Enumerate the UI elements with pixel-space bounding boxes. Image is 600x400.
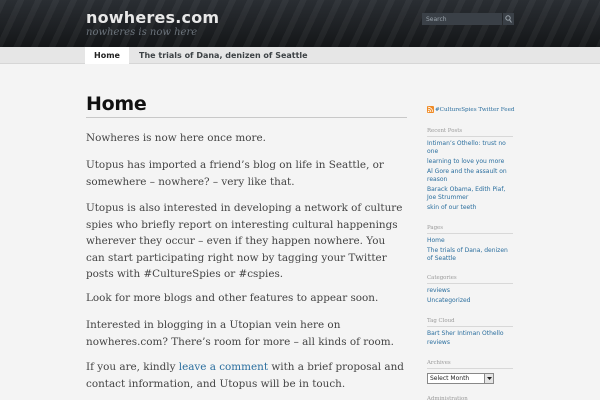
chevron-down-icon <box>484 374 493 383</box>
categories-divider <box>427 283 513 284</box>
nav-item-home[interactable]: Home <box>85 47 129 64</box>
content-area <box>0 65 600 400</box>
paragraph-1: Nowheres is now here once more. <box>86 132 266 144</box>
site-description: nowheres is now here <box>86 27 198 38</box>
paragraph-3: Utopus is also interested in developing a network of culture spies who briefly report on interesting cultural happenings wherever they occur – even if they happen nowhere. You can start participating right now by tagging your Twitter posts with #CultureSpies or #cspies. <box>86 202 403 280</box>
page-link-home[interactable]: Home <box>427 237 445 244</box>
nav-item-trials-of-dana[interactable]: The trials of Dana, denizen of Seattle <box>139 51 308 60</box>
page-title: Home <box>86 93 147 115</box>
category-link[interactable]: reviews <box>427 287 450 294</box>
twitter-feed-link[interactable]: #CultureSpies Twitter Feed <box>435 107 515 113</box>
pages-divider <box>427 233 513 234</box>
rss-glyph-icon <box>427 106 434 113</box>
tag-link[interactable]: reviews <box>427 339 450 346</box>
paragraph-5: Interested in blogging in a Utopian vein here on nowheres.com? There’s room for more – all kinds of room. <box>86 319 394 348</box>
rss-icon[interactable] <box>427 106 434 113</box>
archives-select-value: Select Month <box>430 375 470 382</box>
tag-link[interactable]: Bart Sher Intiman Othello <box>427 330 504 337</box>
recent-posts-heading: Recent Posts <box>427 128 463 134</box>
main-nav <box>0 47 600 64</box>
recent-post-link[interactable]: Barack Obama, Edith Piaf, Joe Strummer <box>427 186 506 201</box>
search-button[interactable] <box>503 13 514 25</box>
category-link[interactable]: Uncategorized <box>427 297 471 304</box>
paragraph-6-end: with a brief proposal and contact information, and Utopus will be in touch. <box>86 361 404 390</box>
tag-cloud-divider <box>427 326 513 327</box>
site-header <box>0 0 600 47</box>
page-link-trials-of-dana[interactable]: The trials of Dana, denizen of Seattle <box>427 247 508 262</box>
recent-posts-divider <box>427 136 513 137</box>
paragraph-2: Utopus has imported a friend’s blog on life in Seattle, or somewhere – nowhere? – very like that. <box>86 159 384 188</box>
paragraph-6 <box>86 359 404 392</box>
archives-heading: Archives <box>427 360 451 366</box>
search-input[interactable] <box>422 13 502 25</box>
categories-heading: Categories <box>427 275 457 281</box>
paragraph-4: Look for more blogs and other features to appear soon. <box>86 292 379 304</box>
site-title[interactable]: nowheres.com <box>86 8 220 27</box>
recent-post-link[interactable]: skin of our teeth <box>427 204 477 211</box>
administration-heading: Administration <box>427 396 468 400</box>
title-divider <box>86 117 407 118</box>
search-form <box>422 13 513 25</box>
search-icon <box>505 15 512 23</box>
pages-heading: Pages <box>427 225 444 231</box>
recent-post-link[interactable]: Intiman’s Othello: trust no one <box>427 140 506 155</box>
recent-post-link[interactable]: learning to love you more <box>427 158 505 165</box>
tag-cloud-heading: Tag Cloud <box>427 318 455 324</box>
paragraph-6-start: If you are, kindly <box>86 361 179 373</box>
recent-post-link[interactable]: Al Gore and the assault on reason <box>427 168 507 183</box>
archives-select[interactable] <box>427 373 494 384</box>
leave-comment-link[interactable]: leave a comment <box>178 361 269 373</box>
archives-divider <box>427 368 513 369</box>
